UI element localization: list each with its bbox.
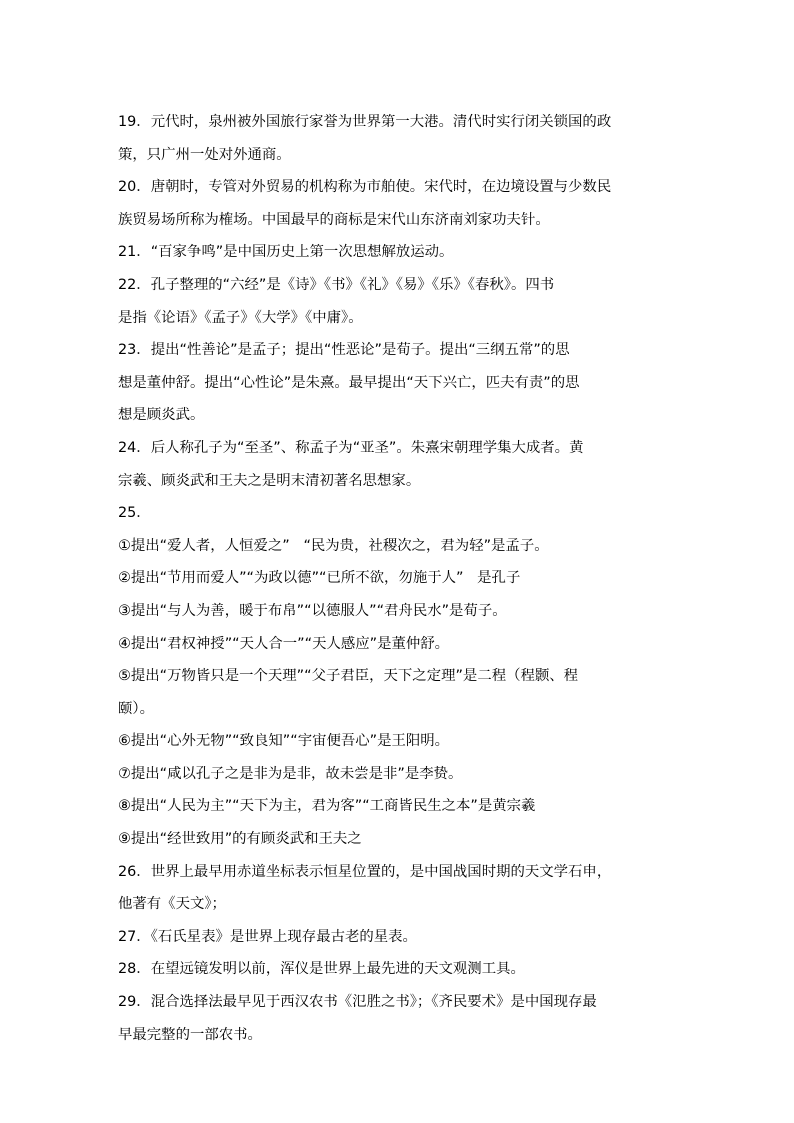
text-line: 23．提出“性善论”是孟子；提出“性恶论”是荀子。提出“三纲五常”的思 — [118, 342, 570, 359]
text-line: ⑤提出“万物皆只是一个天理”“父子君臣，天下之定理”是二程（程颢、程 — [118, 668, 579, 685]
text-line: ⑨提出“经世致用”的有顾炎武和王夫之 — [118, 831, 362, 848]
text-line: 29．混合选择法最早见于西汉农书《氾胜之书》；《齐民要术》是中国现存最 — [118, 994, 597, 1011]
text-line: 26．世界上最早用赤道坐标表示恒星位置的，是中国战国时期的天文学石申， — [118, 863, 612, 880]
text-line: ③提出“与人为善，暖于布帛”“以德服人”“君舟民水”是荀子。 — [118, 602, 507, 619]
text-line: ⑥提出“心外无物”“致良知”“宇宙便吾心”是王阳明。 — [118, 733, 450, 750]
document-body — [118, 106, 684, 1051]
text-line: 想是董仲舒。提出“心性论”是朱熹。最早提出“天下兴亡，匹夫有责”的思 — [118, 374, 580, 391]
text-line: 想是顾炎武。 — [118, 407, 205, 424]
text-line: 他著有《天文》； — [118, 896, 226, 913]
text-line: ①提出“爱人者，人恒爱之” “民为贵，社稷次之，君为轻”是孟子。 — [118, 537, 549, 554]
text-line: ②提出“节用而爱人”“为政以德”“已所不欲，勿施于人” 是孔子 — [118, 570, 521, 587]
text-line: 策，只广州一处对外通商。 — [118, 146, 291, 163]
text-line: 是指《论语》《孟子》《大学》《中庸》。 — [118, 309, 363, 326]
text-line: 19．元代时，泉州被外国旅行家誉为世界第一大港。清代时实行闭关锁国的政 — [118, 114, 612, 130]
text-line: 25． — [118, 505, 151, 522]
text-line: 21．“百家争鸣”是中国历史上第一次思想解放运动。 — [118, 244, 454, 261]
text-line: 28．在望远镜发明以前，浑仪是世界上最先进的天文观测工具。 — [118, 961, 525, 978]
text-line: ⑦提出“咸以孔子之是非为是非，故未尝是非”是李贽。 — [118, 765, 463, 782]
text-line: 24．后人称孔子为“至圣”、称孟子为“亚圣”。朱熹宋朝理学集大成者。黄 — [118, 439, 584, 456]
text-line: 早最完整的一部农书。 — [118, 1026, 262, 1043]
text-line: 20．唐朝时，专管对外贸易的机构称为市舶使。宋代时，在边境设置与少数民 — [118, 179, 612, 196]
text-line: 宗羲、顾炎武和王夫之是明末清初著名思想家。 — [118, 472, 421, 489]
text-line: 族贸易场所称为榷场。中国最早的商标是宋代山东济南刘家功夫针。 — [118, 211, 550, 228]
text-line: ⑧提出“人民为主”“天下为主，君为客”“工商皆民生之本”是黄宗羲 — [118, 798, 536, 815]
text-line: 22．孔子整理的“六经”是《诗》《书》《礼》《易》《乐》《春秋》。四书 — [118, 276, 555, 293]
text-line: ④提出“君权神授”“天人合一”“天人感应”是董仲舒。 — [118, 635, 450, 652]
text-line: 27．《石氏星表》是世界上现存最古老的星表。 — [118, 928, 417, 945]
text-line: 颐）。 — [118, 700, 154, 717]
